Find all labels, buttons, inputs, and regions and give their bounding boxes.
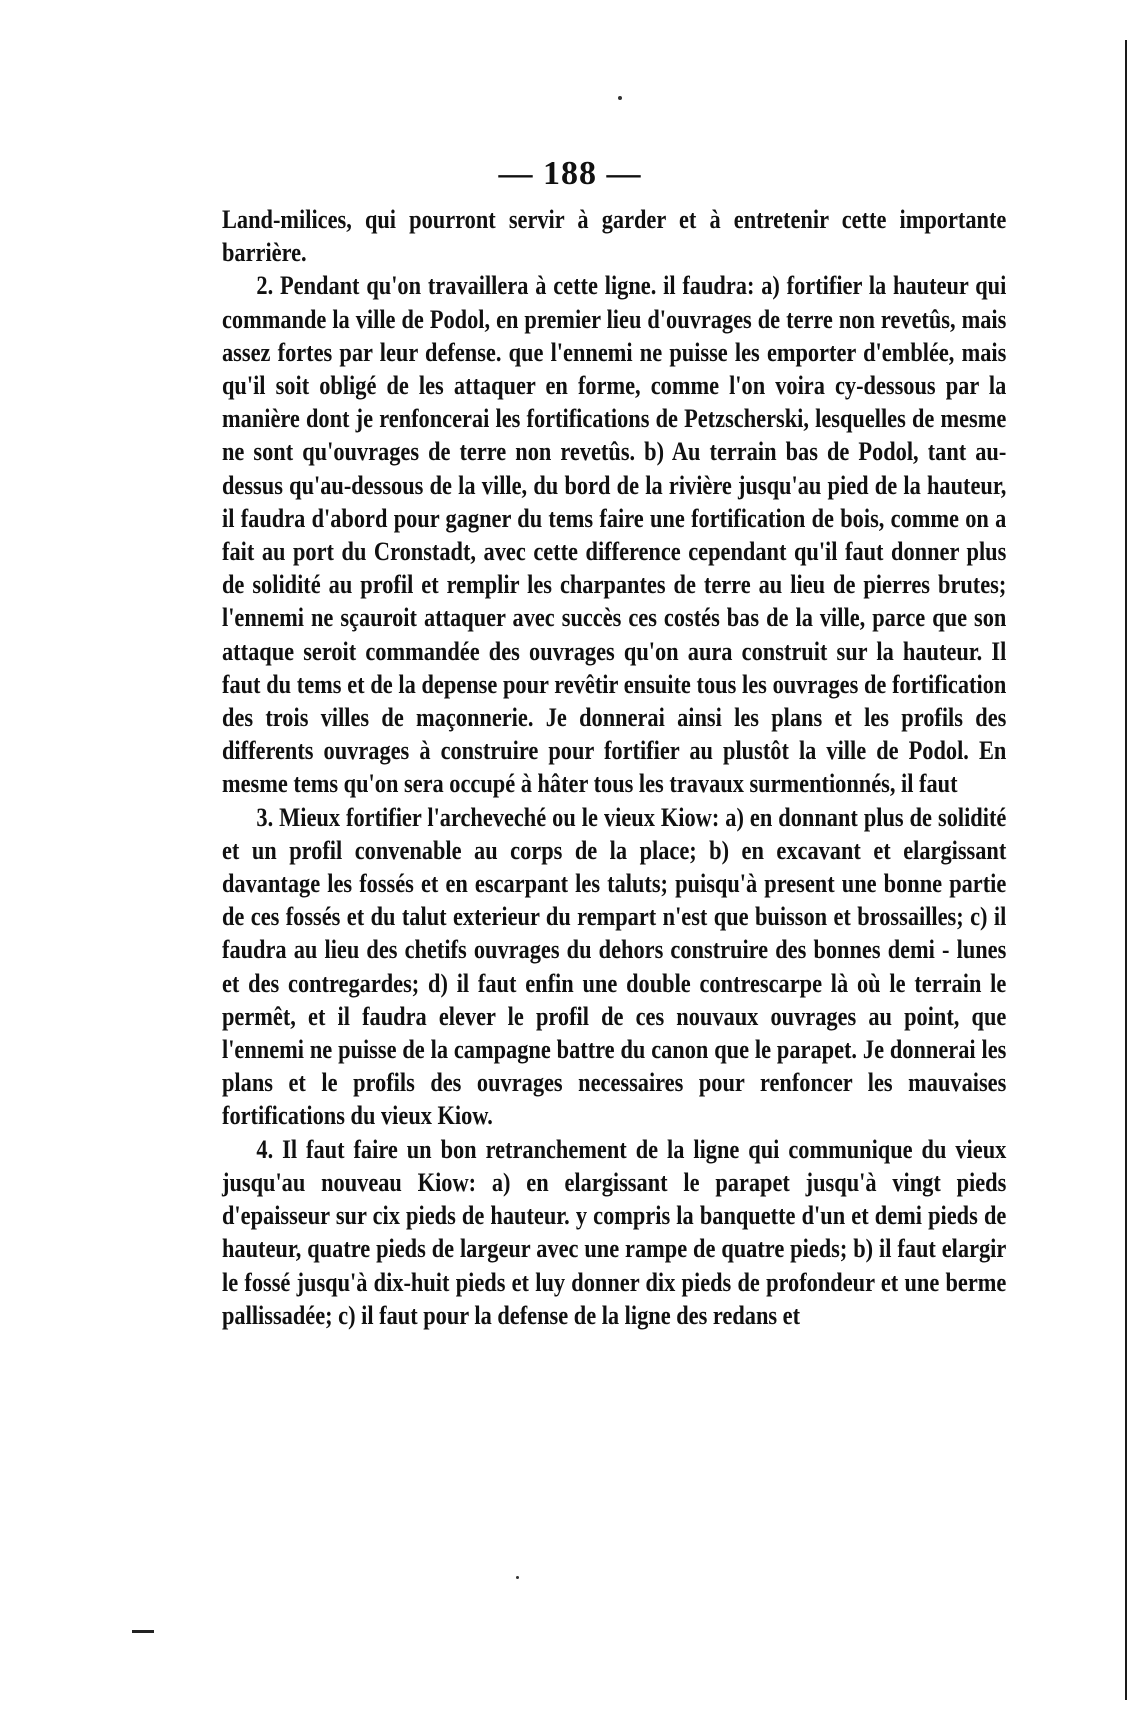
- margin-mark: [132, 1630, 154, 1633]
- page-number-header: — 188 —: [498, 155, 642, 192]
- paragraph-3: 3. Mieux fortifier l'archeveché ou le vieux Kiow: a) en donnant plus de solidité et un profil convenable au corps de la place; b) en excavant et elargissant davantage les fossés et en escarpant les taluts; puisqu'à present une bonne partie de ces fossés et du talut exterieur du rempart n'est que buisson et brossailles; c) il faudra au lieu des chetifs ouvrages du dehors construire des bonnes demi - lunes et des contregardes; d) il faut enfin une double contrescarpe là où le terrain le permêt, et il faudra elever le profil de ces nouvaux ouvrages au point, que l'ennemi ne puisse de la campagne battre du canon que le parapet. Je donnerai les plans et le profils des ouvrages necessaires pour renfoncer les mauvaises fortifications du vieux Kiow.: [222, 802, 1007, 1131]
- paragraph-4: 4. Il faut faire un bon retranchement de la ligne qui communique du vieux jusqu'au nouveau Kiow: a) en elargissant le parapet jusqu'à vingt pieds d'epaisseur sur cix pieds de hauteur. y compris la banquette d'un et demi pieds de hauteur, quatre pieds de largeur avec une rampe de quatre pieds; b) il faut elargir le fossé jusqu'à dix-huit pieds et luy donner dix pieds de profondeur et une berme pallissadée; c) il faut pour la defense de la ligne des redans et: [222, 1134, 1007, 1330]
- body-text: [222, 203, 1006, 1332]
- scan-speck: [618, 96, 622, 100]
- scan-speck: [516, 1576, 519, 1579]
- paragraph-2: 2. Pendant qu'on travaillera à cette ligne. il faudra: a) fortifier la hauteur qui commande la ville de Podol, en premier lieu d'ouvrages de terre non revetûs, mais assez fortes par leur defense. que l'ennemi ne puisse les emporter d'emblée, mais qu'il soit obligé de les attaquer en forme, comme l'on voira cy-dessous par la manière dont je renfoncerai les fortifications de Petzscherski, lesquelles de mesme ne sont qu'ouvrages de terre non revetûs. b) Au terrain bas de Podol, tant au-dessus qu'au-dessous de la ville, du bord de la rivière jusqu'au pied de la hauteur, il faudra d'abord pour gagner du tems faire une fortification de bois, comme on a fait au port du Cronstadt, avec cette difference cependant qu'il faut donner plus de solidité au profil et remplir les charpantes de terre au lieu de pierres brutes; l'ennemi ne sçauroit attaquer avec succès ces costés bas de la ville, parce que son attaque seroit commandée des ouvrages qu'on aura construit sur la hauteur. Il faut du tems et de la depense pour revêtir ensuite tous les ouvrages de fortification des trois villes de maçonnerie. Je donnerai ainsi les plans et les profils des differents ouvrages à construire pour fortifier au plustôt la ville de Podol. En mesme tems qu'on sera occupé à hâter tous les travaux surmentionnés, il faut: [222, 271, 1007, 799]
- paragraph-continuation: Land-milices, qui pourront servir à garder et à entretenir cette importante barrière.: [222, 205, 1007, 268]
- page-edge-rule: [1125, 40, 1127, 1700]
